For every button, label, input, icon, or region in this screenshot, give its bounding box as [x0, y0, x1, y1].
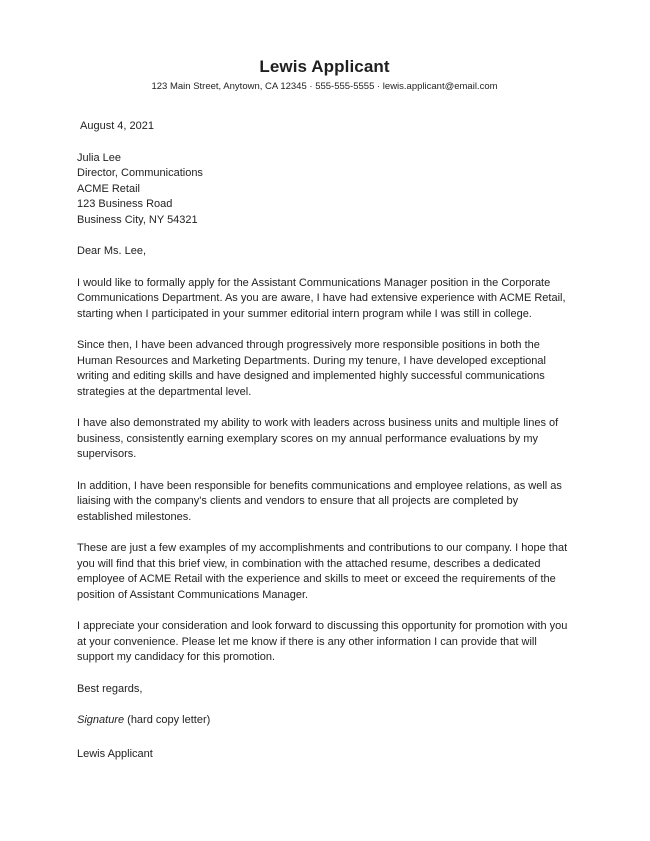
recipient-street: 123 Business Road [77, 198, 173, 210]
recipient-address-block [77, 151, 572, 229]
letter-date: August 4, 2021 [80, 120, 155, 132]
body-paragraph-4: In addition, I have been responsible for benefits communications and employee relations, as well as liaising with the company's clients and vendors to ensure that all projects are completed by established milestones. [77, 479, 562, 523]
body-paragraph-1: I would like to formally apply for the Assistant Communications Manager position in the Corporate Communications Department. As you are aware, I have had extensive experience with ACME Retail, starting when I participated in your summer editorial intern program while I was still in college. [77, 276, 566, 320]
body-paragraph-5: These are just a few examples of my accomplishments and contributions to our company. I hope that you will find that this brief view, in combination with the attached resume, describes a dedicated employee of ACME Retail with the experience and skills to meet or exceed the requirements of the position of Assistant Communications Manager. [77, 542, 568, 601]
sender-name: Lewis Applicant [259, 57, 390, 76]
signature-placeholder: Signature [77, 714, 125, 726]
body-paragraph-6: I appreciate your consideration and look forward to discussing this opportunity for promotion with you at your convenience. Please let me know if there is any other information I can provide that will support my candidacy for this promotion. [77, 620, 568, 663]
closing-phrase: Best regards, [77, 682, 143, 695]
recipient-company: ACME Retail [77, 182, 140, 195]
letter-header [77, 56, 572, 93]
recipient-city-state-zip: Business City, NY 54321 [77, 213, 198, 226]
body-paragraph-2: Since then, I have been advanced through progressively more responsible positions in both the Human Resources and Marketing Departments. During my tenure, I have developed exceptional writing and editing skills and have designed and implemented highly successful communications strategies at the departmental level. [77, 339, 546, 398]
salutation: Dear Ms. Lee, [77, 245, 147, 257]
sender-contact-line: 123 Main Street, Anytown, CA 12345 · 555-555-5555 · lewis.applicant@email.com [151, 81, 498, 92]
recipient-name: Julia Lee [77, 151, 122, 164]
signed-name: Lewis Applicant [77, 747, 153, 760]
signature-line [77, 713, 572, 729]
recipient-title: Director, Communications [77, 167, 203, 179]
signature-note: (hard copy letter) [124, 714, 211, 726]
body-paragraph-3: I have also demonstrated my ability to work with leaders across business units and multiple lines of business, consistently earning exemplary scores on my annual performance evaluations by my supervisors. [77, 417, 559, 460]
